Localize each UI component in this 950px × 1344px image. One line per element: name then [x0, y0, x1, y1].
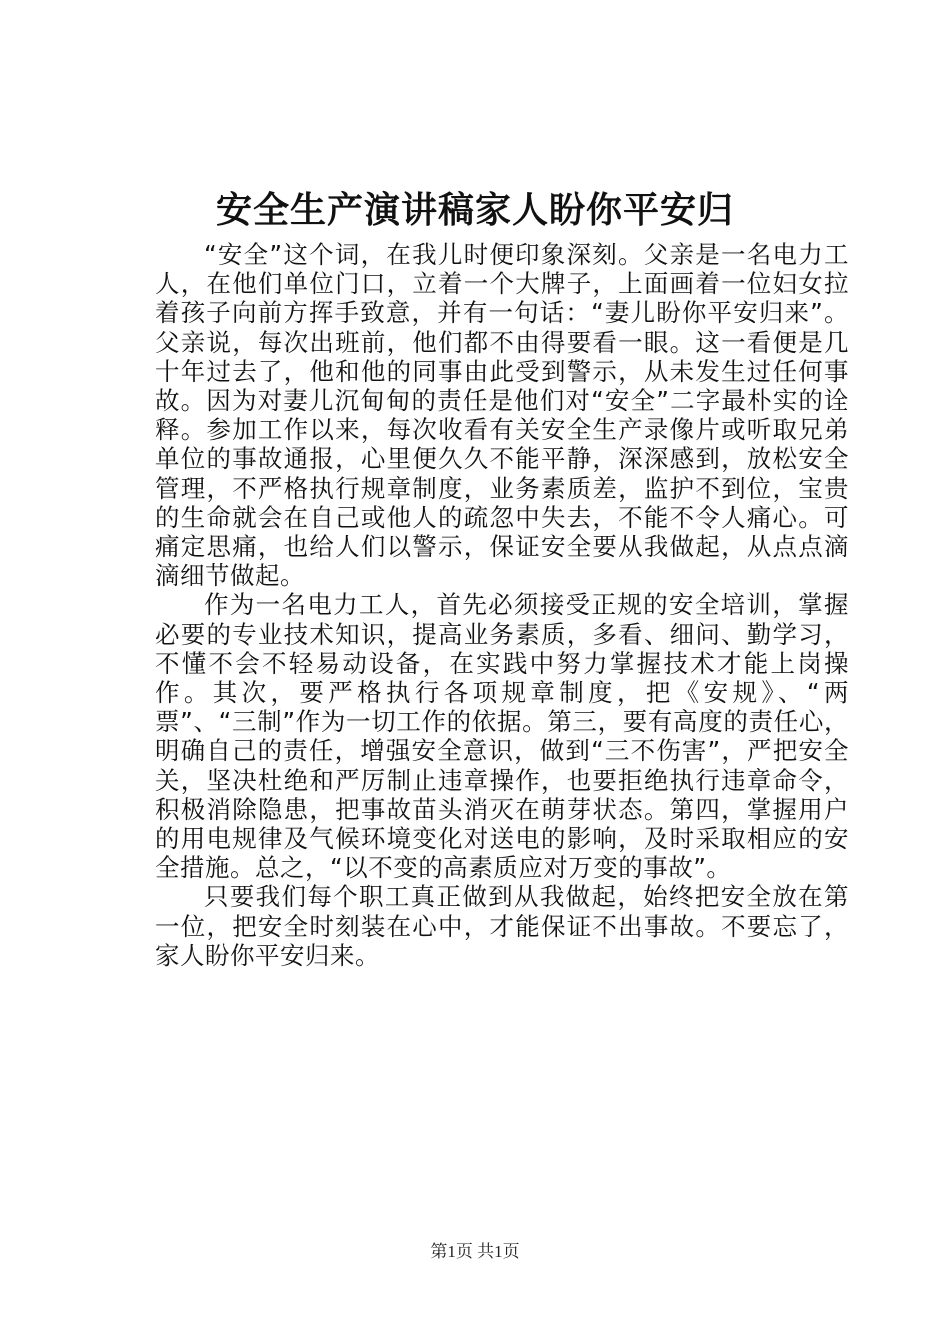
page-number-footer: 第1页 共1页	[430, 1242, 520, 1261]
paragraph-3: 只要我们每个职工真正做到从我做起，始终把安全放在第一位，把安全时刻装在心中，才能保证不出事故。不要忘了，家人盼你平安归来。	[155, 882, 849, 970]
document-body	[155, 240, 849, 970]
document-title: 安全生产演讲稿家人盼你平安归	[215, 189, 734, 231]
paragraph-2: 作为一名电力工人，首先必须接受正规的安全培训，掌握必要的专业技术知识，提高业务素质，多看、细问、勤学习，不懂不会不轻易动设备，在实践中努力掌握技术才能上岗操作。其次，要严格执行各项规章制度，把《安规》、“两票”、“三制”作为一切工作的依据。第三，要有高度的责任心，明确自己的责任，增强安全意识，做到“三不伤害”，严把安全关，坚决杜绝和严厉制止违章操作，也要拒绝执行违章命令，积极消除隐患，把事故苗头消灭在萌芽状态。第四，掌握用户的用电规律及气候环境变化对送电的影响，及时采取相应的安全措施。总之，“以不变的高素质应对万变的事故”。	[155, 590, 849, 883]
paragraph-1: “安全”这个词，在我儿时便印象深刻。父亲是一名电力工人，在他们单位门口，立着一个大牌子，上面画着一位妇女拉着孩子向前方挥手致意，并有一句话：“妻儿盼你平安归来”。父亲说，每次出班前，他们都不由得要看一眼。这一看便是几十年过去了，他和他的同事由此受到警示，从未发生过任何事故。因为对妻儿沉甸甸的责任是他们对“安全”二字最朴实的诠释。参加工作以来，每次收看有关安全生产录像片或听取兄弟单位的事故通报，心里便久久不能平静，深深感到，放松安全管理，不严格执行规章制度，业务素质差，监护不到位，宝贵的生命就会在自己或他人的疏忽中失去，不能不令人痛心。可痛定思痛，也给人们以警示，保证安全要从我做起，从点点滴滴细节做起。	[155, 240, 849, 591]
